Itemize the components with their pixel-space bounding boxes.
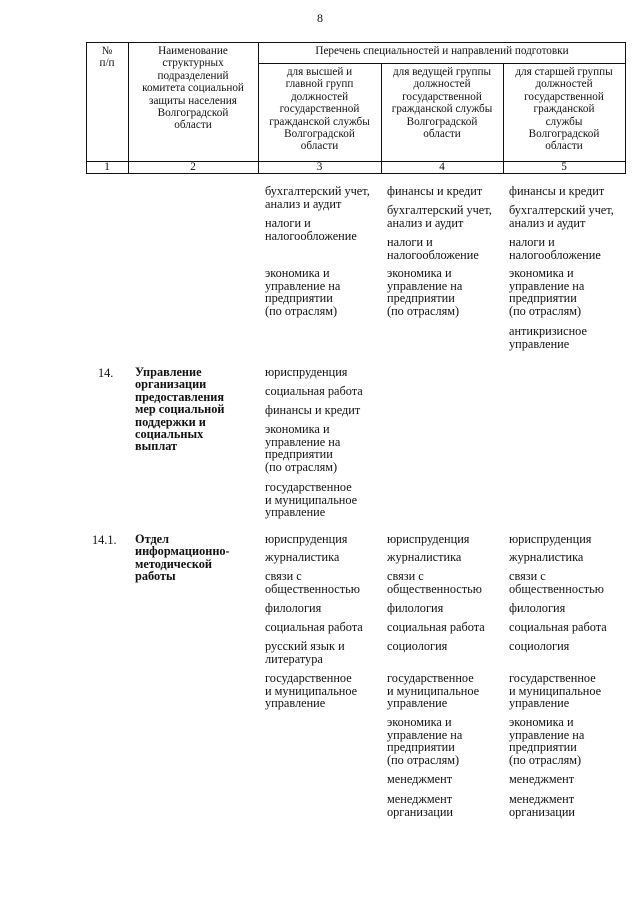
specialty-entry: государственное и муниципальное управление — [265, 480, 358, 520]
specialty-entry: журналистика — [265, 550, 340, 564]
specialty-entry: социальная работа — [265, 620, 363, 634]
header-col-senior-group: для старшей группы должностей государственной гражданской службы Волгоградской области — [515, 66, 613, 153]
page-number: 8 — [317, 11, 323, 25]
specialty-entry: филология — [509, 601, 566, 615]
specialty-entry: социология — [509, 639, 570, 653]
specialty-entry: юриспруденция — [509, 532, 592, 546]
specialty-entry: экономика и управление на предприятии (по отраслям) — [387, 266, 463, 318]
index-cell: 5 — [561, 161, 567, 173]
specialty-entry: налоги и налогообложение — [265, 216, 357, 243]
section-number: 14.1. — [92, 533, 117, 547]
header-col-highest-group: для высшей и главной групп должностей государственной гражданской службы Волгоградской области — [269, 66, 370, 153]
specialty-entry: связи с общественностью — [509, 569, 604, 596]
specialty-entry: менеджмент организации — [387, 792, 454, 819]
department-name: Управление организации предоставления мер социальной поддержки и социальных выплат — [135, 365, 225, 454]
specialty-entry: экономика и управление на предприятии (по отраслям) — [509, 266, 585, 318]
header-col-specialties: Перечень специальностей и направлений подготовки — [315, 45, 569, 57]
specialty-entry: экономика и управление на предприятии (по отраслям) — [509, 715, 585, 767]
specialty-entry: связи с общественностью — [387, 569, 482, 596]
specialty-entry: социальная работа — [387, 620, 485, 634]
section-number: 14. — [98, 366, 114, 380]
index-cell: 2 — [190, 161, 196, 173]
specialty-entry: юриспруденция — [265, 532, 348, 546]
index-cell: 3 — [316, 161, 323, 173]
specialty-entry: бухгалтерский учет, анализ и аудит — [509, 203, 614, 230]
table-border — [625, 42, 626, 174]
specialty-entry: журналистика — [509, 550, 584, 564]
specialty-entry: социальная работа — [265, 384, 363, 398]
specialty-entry: финансы и кредит — [387, 184, 483, 198]
department-name: Отдел информационно- методической работы — [135, 532, 230, 584]
specialty-entry: менеджмент организации — [509, 792, 576, 819]
specialty-entry: антикризисное управление — [509, 324, 587, 351]
specialty-entry: экономика и управление на предприятии (по отраслям) — [265, 422, 341, 474]
table-border — [258, 63, 626, 64]
specialty-entry: социология — [387, 639, 448, 653]
specialty-entry: государственное и муниципальное управление — [387, 671, 480, 711]
specialty-entry: журналистика — [387, 550, 462, 564]
specialty-entry: социальная работа — [509, 620, 607, 634]
specialty-entry: государственное и муниципальное управление — [509, 671, 602, 711]
specialty-entry: финансы и кредит — [509, 184, 605, 198]
specialty-entry: налоги и налогообложение — [509, 235, 601, 262]
specialty-entry: государственное и муниципальное управление — [265, 671, 358, 711]
specialty-entry: финансы и кредит — [265, 403, 361, 417]
specialty-entry: бухгалтерский учет, анализ и аудит — [265, 184, 370, 211]
specialty-entry: менеджмент — [387, 772, 453, 786]
index-cell: 4 — [439, 161, 445, 173]
specialty-entry: экономика и управление на предприятии (по отраслям) — [265, 266, 341, 318]
specialty-entry: русский язык и литература — [265, 639, 345, 666]
specialty-entry: юриспруденция — [265, 365, 348, 379]
specialty-entry: менеджмент — [509, 772, 575, 786]
table-border — [86, 42, 626, 43]
specialty-entry: юриспруденция — [387, 532, 470, 546]
specialty-entry: бухгалтерский учет, анализ и аудит — [387, 203, 492, 230]
specialty-entry: экономика и управление на предприятии (по отраслям) — [387, 715, 463, 767]
header-col-department-name: Наименование структурных подразделений комитета социальной защиты населения Волгоградской области — [142, 45, 244, 132]
header-col-number: № п/п — [99, 45, 115, 70]
specialty-entry: филология — [265, 601, 322, 615]
specialty-entry: налоги и налогообложение — [387, 235, 479, 262]
header-col-leading-group: для ведущей группы должностей государственной гражданской службы Волгоградской области — [391, 66, 493, 141]
specialty-entry: филология — [387, 601, 444, 615]
specialty-entry: связи с общественностью — [265, 569, 360, 596]
index-cell: 1 — [104, 161, 110, 173]
